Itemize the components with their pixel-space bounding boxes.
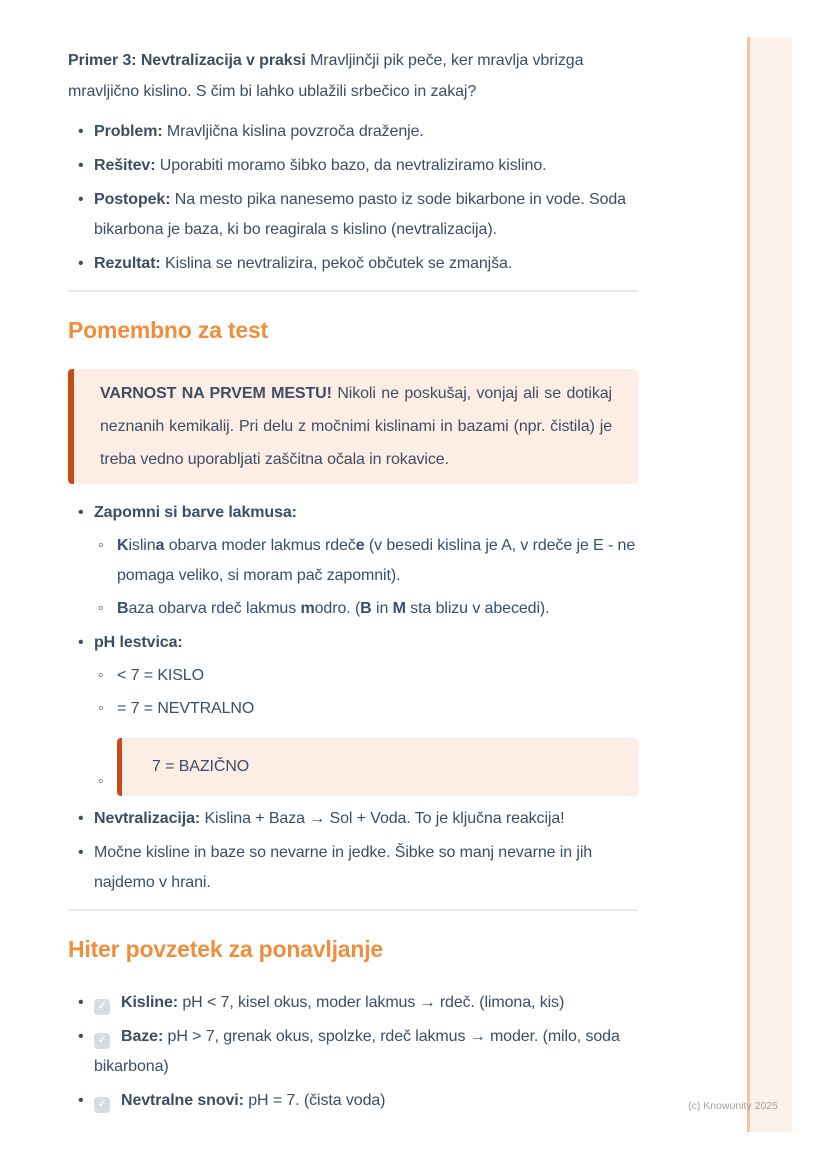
list-item-text: Močne kisline in baze so nevarne in jedke. Šibke so manj nevarne in jih najdemo v hrani. [94, 844, 593, 891]
side-accent-stripe [747, 37, 792, 1132]
list-item-label: Postopek: [94, 191, 171, 208]
list-item-text: Mravljična kislina povzroča draženje. [162, 123, 424, 140]
checklist-item-text: pH = 7. (čista voda) [243, 1092, 386, 1109]
checklist-item-text: pH > 7, grenak okus, spolzke, rdeč lakmus → moder. (milo, soda bikarbona) [94, 1028, 620, 1075]
checkbox-checked-icon: ✓ [94, 1033, 110, 1049]
divider [68, 909, 638, 911]
list-item-mocne-sibke [68, 838, 638, 898]
checkbox-checked-icon: ✓ [94, 999, 110, 1015]
checkbox-checked-icon: ✓ [94, 1097, 110, 1113]
text-segment: B [360, 600, 372, 617]
list-item-text: Kislina + Baza → Sol + Voda. To je ključna reakcija! [200, 810, 565, 827]
safety-callout-title: VARNOST NA PRVEM MESTU! [100, 385, 332, 402]
text-segment: aza obarva rdeč lakmus [128, 600, 301, 617]
text-segment: e [355, 537, 365, 554]
list-item-problem [68, 117, 638, 147]
ph-sublist [94, 661, 638, 796]
list-item-label: Zapomni si barve lakmusa: [94, 504, 297, 521]
text-segment: islin [128, 537, 156, 554]
section-heading-important: Pomembno za test [68, 317, 269, 343]
sublist-item-text: < 7 = KISLO [117, 667, 204, 684]
sublist-item-baza [94, 594, 638, 624]
list-item-text: Kislina se nevtralizira, pekoč občutek se zmanjša. [160, 255, 513, 272]
quote-box-text: ◦ 7 = BAZIČNO [152, 758, 250, 775]
text-segment: (v besedi kislina je A, v rdeče je E - ne pomaga veliko, si moram pač zapomnit). [117, 537, 636, 584]
list-item-ph-lestvica [68, 628, 638, 796]
sublist-item-text: = 7 = NEVTRALNO [117, 700, 255, 717]
intro-paragraph [68, 45, 638, 107]
bazicno-quote-box [117, 738, 638, 796]
section-heading-summary: Hiter povzetek za ponavljanje [68, 936, 384, 962]
intro-paragraph-title: Primer 3: Nevtralizacija v praksi [68, 52, 306, 69]
text-segment: K [117, 537, 129, 554]
lakmus-sublist [94, 531, 638, 624]
list-item-label: Rezultat: [94, 255, 161, 272]
list-item-label: Nevtralizacija: [94, 810, 201, 827]
checklist-item-nevtralne [68, 1086, 638, 1116]
summary-checklist [68, 988, 638, 1116]
intro-paragraph-text: Mravljinčji pik peče, ker mravlja vbrizga mravljično kislino. S čim bi lahko ublažili srbečico in zakaj? [68, 52, 584, 100]
list-item-label: Rešitev: [94, 157, 156, 174]
list-item-nevtralizacija [68, 804, 638, 834]
example-list [68, 117, 638, 279]
list-item-text: Uporabiti moramo šibko bazo, da nevtraliziramo kislino. [155, 157, 547, 174]
list-item-rezultat [68, 249, 638, 279]
list-item-lakmus [68, 498, 638, 624]
text-segment: M [392, 600, 406, 617]
footer-credit: (c) Knowunity 2025 [688, 1100, 778, 1112]
list-item-resitev [68, 151, 638, 181]
sublist-item-kislo [94, 661, 638, 691]
sublist-item-bazicno [94, 738, 638, 796]
important-list [68, 498, 638, 898]
list-item-text: Na mesto pika nanesemo pasto iz sode bikarbone in vode. Soda bikarbona je baza, ki bo reagirala s kislino (nevtralizacija). [94, 191, 626, 238]
sublist-item-kislina [94, 531, 638, 591]
list-item-label: pH lestvica: [94, 634, 183, 651]
document-content [68, 45, 638, 1120]
checklist-item-kisline [68, 988, 638, 1018]
sublist-item-nevtralno [94, 694, 638, 724]
checklist-item-label: Kisline: [121, 994, 178, 1011]
safety-callout [68, 369, 638, 484]
text-segment: a [155, 537, 165, 554]
text-segment: odro. ( [314, 600, 361, 617]
text-segment: sta blizu v abecedi). [405, 600, 550, 617]
checklist-item-label: Baze: [121, 1028, 164, 1045]
checklist-item-label: Nevtralne snovi: [121, 1092, 244, 1109]
safety-callout-text: Nikoli ne poskušaj, vonjaj ali se dotikaj neznanih kemikalij. Pri delu z močnimi kislinami in bazami (npr. čistila) je treba vedno uporabljati zaščitna očala in rokavice. [100, 385, 613, 468]
checklist-item-baze [68, 1022, 638, 1082]
checklist-item-text: pH < 7, kisel okus, moder lakmus → rdeč. (limona, kis) [178, 994, 565, 1011]
divider [68, 290, 638, 292]
list-item-label: Problem: [94, 123, 163, 140]
text-segment: in [371, 600, 393, 617]
text-segment: m [300, 600, 315, 617]
text-segment: B [117, 600, 129, 617]
text-segment: obarva moder lakmus rdeč [164, 537, 356, 554]
list-item-postopek [68, 185, 638, 245]
